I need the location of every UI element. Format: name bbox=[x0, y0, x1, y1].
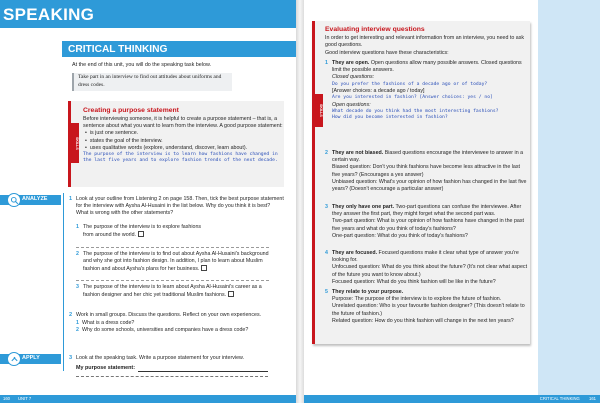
unit-label: UNIT 7 bbox=[18, 396, 32, 401]
book-spine bbox=[296, 0, 304, 403]
two-part-example: Two-part question: What is your opinion of how fashions have changed in the past five years and what do you think of today's fashions? bbox=[332, 218, 524, 232]
question-text: Why do some schools, universities and companies have a dress code? bbox=[81, 327, 249, 334]
apply-label: APPLY bbox=[0, 354, 61, 364]
skills-panel-evaluating bbox=[312, 21, 530, 344]
exercise-number: 1 bbox=[69, 196, 73, 202]
exercise-1-text: Look at your outline from Listening 2 on page 158. Then, tick the best purpose statement for the interview with Aysha Al-Husaini in the list below. Why do you think it is best? What is wrong with the other statements? bbox=[76, 196, 284, 217]
panel-intro: In order to get interesting and relevant information from an interview, you need to ask good questions. bbox=[325, 35, 525, 49]
skills-bullet: • states the goal of the interview. bbox=[85, 138, 283, 145]
item-number: 3 bbox=[325, 204, 328, 210]
divider bbox=[76, 280, 269, 281]
item-number: 2 bbox=[325, 150, 328, 156]
intro-text: At the end of this unit, you will do the speaking task below. bbox=[72, 62, 212, 68]
activity-divider bbox=[63, 193, 64, 371]
purpose-statement-label: My purpose statement: bbox=[76, 365, 136, 371]
characteristic-4 bbox=[325, 250, 528, 286]
question-number: 1 bbox=[76, 320, 79, 327]
exercise-3-text: Look at the speaking task. Write a purpose statement for your interview. bbox=[76, 355, 245, 361]
section-title: SPEAKING bbox=[3, 5, 95, 24]
skills-panel-purpose bbox=[68, 101, 284, 187]
purpose-example: Purpose: The purpose of the interview is to explore the future of fashion. bbox=[332, 296, 502, 303]
related-example: Related question: How do you think fashion will change in the next ten years? bbox=[332, 317, 514, 324]
purpose-statement-field[interactable] bbox=[138, 367, 268, 372]
characteristic-1 bbox=[325, 60, 528, 121]
skills-tab: SKILLS bbox=[315, 94, 323, 127]
exercise-1 bbox=[69, 196, 284, 218]
option-checkbox[interactable] bbox=[201, 265, 207, 271]
option-text: The purpose of the interview is to find out about Aysha Al-Husaini's background and why she got into fashion design. In addition, I plan to learn about Muslim fashion and about Aysha's plans for her business. bbox=[83, 251, 269, 273]
option-text: The purpose of the interview is to explore fashions from around the world. bbox=[83, 224, 202, 239]
option-2 bbox=[76, 251, 269, 274]
exercise-number: 3 bbox=[69, 355, 73, 361]
skills-body bbox=[83, 116, 283, 165]
option-checkbox[interactable] bbox=[138, 231, 144, 237]
divider bbox=[76, 247, 269, 248]
item-heading: They are open. bbox=[332, 60, 370, 66]
closed-example: Are you interested in fashion? [Answer choices: yes / no] bbox=[332, 95, 493, 101]
closed-example: Do you prefer the fashions of a decade ago or of today? bbox=[332, 81, 488, 87]
exercise-number: 2 bbox=[69, 312, 73, 318]
purpose-statement-row bbox=[76, 365, 268, 372]
page-number: 161 bbox=[589, 396, 596, 401]
margin-strip bbox=[538, 0, 600, 395]
left-page bbox=[0, 0, 296, 403]
skills-bullet: • is just one sentence. bbox=[85, 130, 283, 137]
skills-heading: Evaluating interview questions bbox=[325, 26, 425, 33]
skills-body-text: Before interviewing someone, it is helpful to create a purpose statement – that is, a sentence about what you want to learn from the interview. A good purpose statement: bbox=[83, 116, 283, 130]
item-heading: They are not biased. bbox=[332, 150, 384, 156]
exercise-2-questions bbox=[69, 320, 279, 334]
option-text: The purpose of the interview is to learn about Aysha Al-Husaini's career as a fashion designer and her chic yet traditional Muslim fashions. bbox=[83, 284, 262, 299]
item-heading: They only have one part. bbox=[332, 204, 395, 210]
option-checkbox[interactable] bbox=[228, 291, 234, 297]
one-part-example: One-part question: What do you think of today's fashions? bbox=[332, 232, 468, 239]
unbiased-example: Unbiased question: What's your opinion of how fashion has changed in the last five years? (Doesn't encourage a particular answer) bbox=[332, 178, 527, 193]
option-number: 1 bbox=[76, 224, 79, 230]
open-label: Open questions: bbox=[332, 101, 371, 108]
item-text: Open questions allow many possible answers. Closed questions limit the possible answers. bbox=[332, 60, 522, 74]
focused-example: Focused question: What do you think fashion will be like in the future? bbox=[332, 278, 496, 285]
skills-bullet: • uses qualitative words (explore, understand, discover, learn about). bbox=[85, 145, 283, 152]
section-label: CRITICAL THINKING bbox=[539, 396, 580, 401]
skills-example: The purpose of the interview is to learn how fashions have changed in the last five years and to explore fashion trends of the next decade. bbox=[83, 152, 278, 164]
option-number: 2 bbox=[76, 251, 79, 257]
characteristic-2 bbox=[325, 150, 528, 193]
writing-line[interactable] bbox=[76, 376, 268, 377]
speaking-task-box: Take part in an interview to find out attitudes about uniforms and dress codes. bbox=[72, 73, 232, 91]
skills-bullet-list bbox=[83, 130, 283, 152]
section-header bbox=[0, 0, 296, 28]
unrelated-example: Unrelated question: Who is your favourite fashion designer? (This doesn't relate to the future of fashion.) bbox=[332, 303, 525, 317]
apply-icon bbox=[7, 352, 21, 366]
item-heading: They relate to your purpose. bbox=[332, 289, 404, 295]
characteristic-3 bbox=[325, 204, 528, 240]
right-page bbox=[304, 0, 600, 403]
exercise-3 bbox=[69, 355, 279, 362]
closed-choices: [Answer choices: a decade ago / today] bbox=[332, 87, 425, 94]
closed-label: Closed questions: bbox=[332, 74, 375, 81]
open-example: How did you become interested in fashion? bbox=[332, 115, 448, 121]
exercise-2-text: Work in small groups. Discuss the questions. Reflect on your own experiences. bbox=[76, 312, 262, 318]
subsection-title: CRITICAL THINKING bbox=[68, 44, 168, 55]
item-heading: They are focused. bbox=[332, 250, 378, 256]
biased-example: Biased question: Don't you think fashions have become less attractive in the last five years? (Encourages a yes answer) bbox=[332, 164, 520, 178]
open-example: What decade do you think had the most interesting fashions? bbox=[332, 108, 499, 114]
skills-heading: Creating a purpose statement bbox=[83, 107, 179, 114]
option-1 bbox=[76, 224, 206, 239]
item-number: 5 bbox=[325, 289, 328, 295]
item-text: Two-part questions can confuse the interviewee. After they answer the first part, they might forget what the second part was. bbox=[332, 204, 522, 218]
right-footer bbox=[304, 395, 600, 403]
exercise-2 bbox=[69, 312, 279, 335]
item-text: Biased questions encourage the interviewee to answer in a certain way. bbox=[332, 150, 524, 164]
characteristic-5 bbox=[325, 289, 528, 325]
page-number: 160 bbox=[3, 396, 10, 401]
skills-tab: SKILLS bbox=[71, 123, 79, 163]
option-number: 3 bbox=[76, 284, 79, 290]
unfocused-example: Unfocused question: What do you think about the future? (It's not clear what aspect of the future you want to know about.) bbox=[332, 264, 528, 278]
question-number: 2 bbox=[76, 327, 79, 334]
item-number: 4 bbox=[325, 250, 328, 256]
question-text: What is a dress code? bbox=[81, 320, 135, 327]
item-number: 1 bbox=[325, 60, 328, 66]
analyze-label: ANALYZE bbox=[0, 195, 61, 205]
item-text: Focused questions make it clear what type of answer you're looking for. bbox=[332, 250, 519, 264]
subsection-header bbox=[62, 41, 296, 57]
left-footer bbox=[0, 395, 296, 403]
option-3 bbox=[76, 284, 269, 299]
analyze-icon bbox=[7, 193, 21, 207]
panel-intro-2: Good interview questions have these characteristics: bbox=[325, 50, 449, 56]
